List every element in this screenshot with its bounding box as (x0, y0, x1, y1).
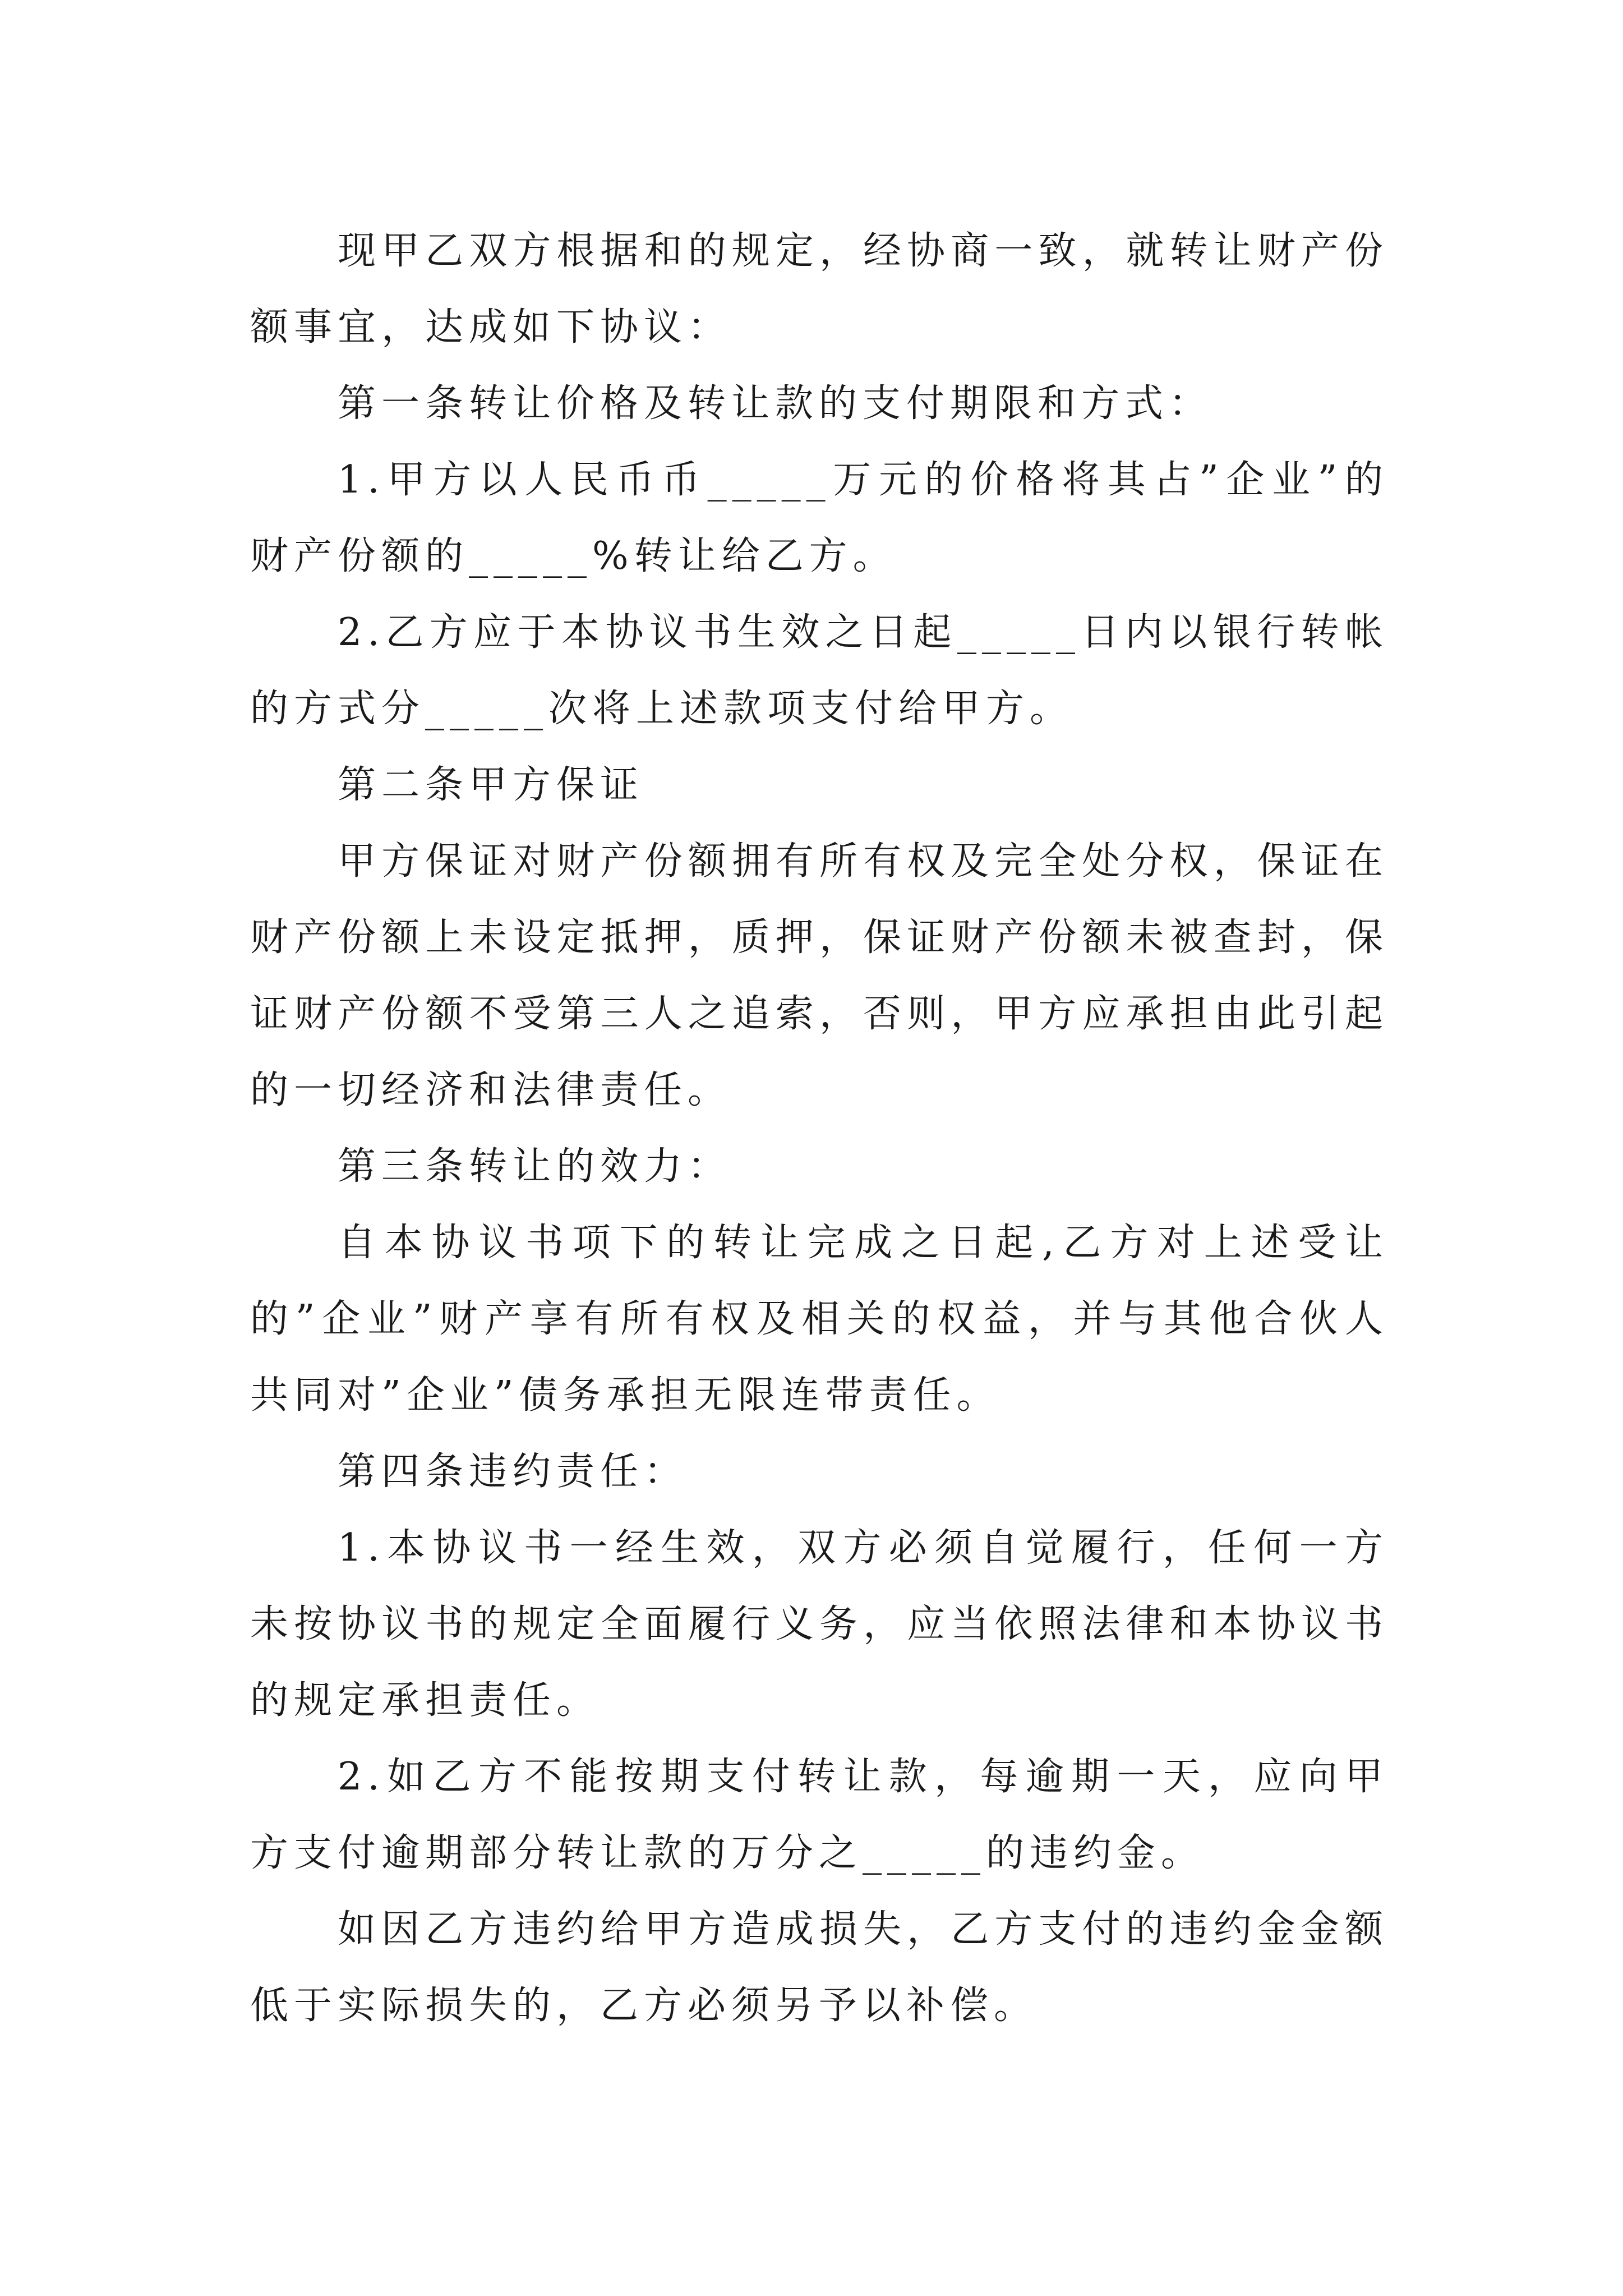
clause-4-2: 2.如乙方不能按期支付转让款，每逾期一天，应向甲方支付逾期部分转让款的万分之_____的违约金。 (250, 1755, 1389, 1875)
clause-2-body: 甲方保证对财产份额拥有所有权及完全处分权，保证在财产份额上未设定抵押，质押，保证财产份额未被查封，保证财产份额不受第三人之追索，否则，甲方应承担由此引起的一切经济和法律责任。 (250, 839, 1389, 1112)
heading-article-4: 第四条违约责任： (338, 1450, 688, 1494)
clause-4-1: 1.本协议书一经生效，双方必须自觉履行，任何一方未按协议书的规定全面履行义务，应当依照法律和本协议书的规定承担责任。 (250, 1526, 1389, 1723)
clause-3-body: 自本协议书项下的转让完成之日起,乙方对上述受让的”企业”财产享有所有权及相关的权益，并与其他合伙人共同对”企业”债务承担无限连带责任。 (250, 1221, 1389, 1418)
paragraph-intro: 现甲乙双方根据和的规定，经协商一致，就转让财产份额事宜，达成如下协议： (250, 229, 1389, 349)
clause-1-1: 1.甲方以人民币币_____万元的价格将其占”企业”的财产份额的_____%转让给乙方。 (250, 458, 1389, 578)
clause-1-2: 2.乙方应于本协议书生效之日起_____日内以银行转帐的方式分_____次将上述款项支付给甲方。 (250, 610, 1389, 731)
heading-article-2: 第二条甲方保证 (338, 763, 644, 807)
heading-article-3: 第三条转让的效力： (338, 1144, 732, 1189)
document-body (250, 213, 1389, 2044)
clause-4-3: 如因乙方违约给甲方造成损失，乙方支付的违约金金额低于实际损失的，乙方必须另予以补偿。 (250, 1907, 1389, 2028)
heading-article-1: 第一条转让价格及转让款的支付期限和方式： (338, 381, 1213, 426)
